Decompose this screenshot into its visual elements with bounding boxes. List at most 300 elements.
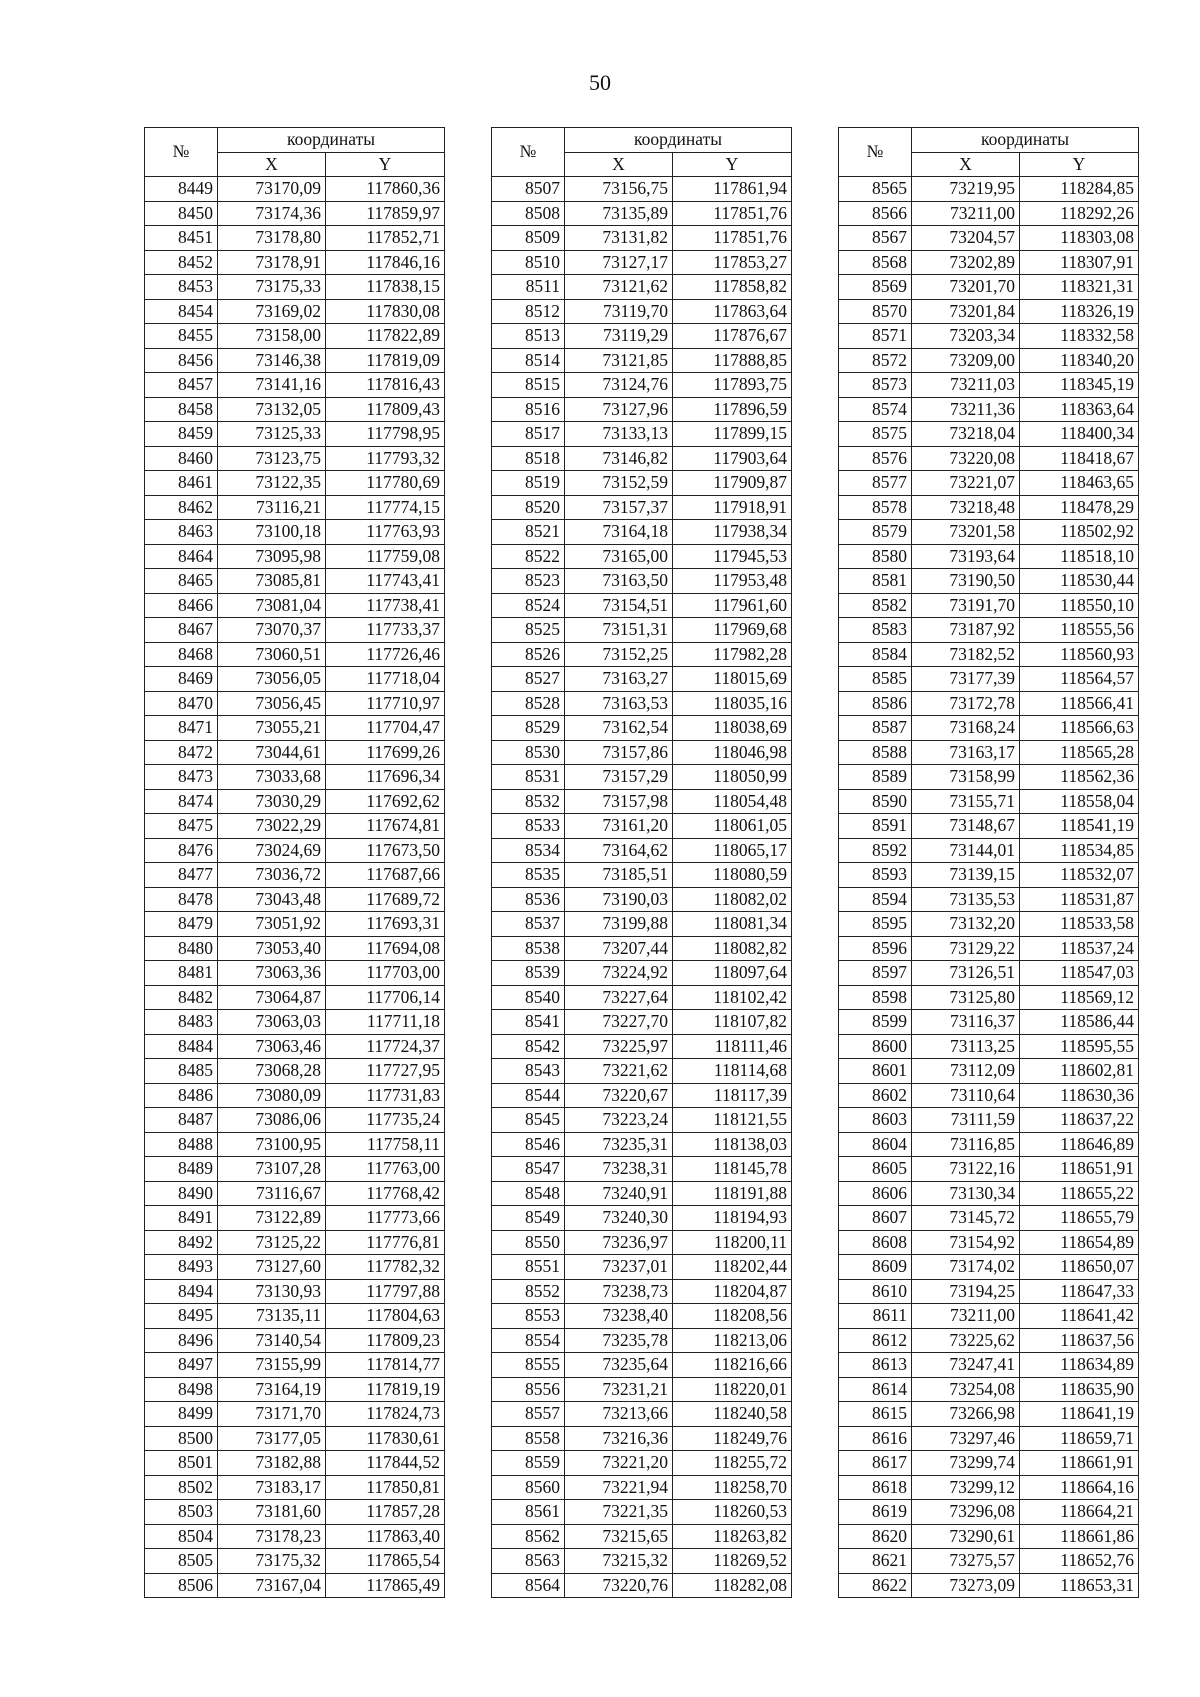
- table-row: [492, 1010, 792, 1035]
- table-row: [839, 250, 1139, 275]
- x-coordinate-cell: 73154,92: [912, 1230, 1020, 1255]
- y-coordinate-cell: 118282,08: [673, 1573, 792, 1598]
- table-row: [492, 618, 792, 643]
- table-row: [145, 863, 445, 888]
- y-coordinate-cell: 117846,16: [326, 250, 445, 275]
- point-number-cell: 8501: [145, 1451, 218, 1476]
- table-row: [839, 618, 1139, 643]
- y-coordinate-cell: 118569,12: [1020, 985, 1139, 1010]
- table-row: [145, 1402, 445, 1427]
- point-number-cell: 8610: [839, 1279, 912, 1304]
- point-number-cell: 8553: [492, 1304, 565, 1329]
- table-row: [492, 789, 792, 814]
- point-number-cell: 8573: [839, 373, 912, 398]
- table-row: [492, 691, 792, 716]
- point-number-cell: 8502: [145, 1475, 218, 1500]
- y-coordinate-cell: 118641,19: [1020, 1402, 1139, 1427]
- x-coordinate-cell: 73060,51: [218, 642, 326, 667]
- y-coordinate-cell: 117710,97: [326, 691, 445, 716]
- table-row: [492, 814, 792, 839]
- y-coordinate-cell: 118220,01: [673, 1377, 792, 1402]
- x-coordinate-cell: 73157,98: [565, 789, 673, 814]
- y-coordinate-cell: 118363,64: [1020, 397, 1139, 422]
- table-row: [145, 1573, 445, 1598]
- table-row: [839, 569, 1139, 594]
- y-coordinate-cell: 118664,21: [1020, 1500, 1139, 1525]
- point-number-cell: 8527: [492, 667, 565, 692]
- y-coordinate-cell: 117865,49: [326, 1573, 445, 1598]
- x-coordinate-cell: 73273,09: [912, 1573, 1020, 1598]
- point-number-cell: 8599: [839, 1010, 912, 1035]
- point-number-cell: 8621: [839, 1549, 912, 1574]
- table-row: [145, 1451, 445, 1476]
- x-coordinate-cell: 73157,29: [565, 765, 673, 790]
- table-row: [145, 961, 445, 986]
- point-number-cell: 8520: [492, 495, 565, 520]
- table-row: [839, 642, 1139, 667]
- point-number-cell: 8568: [839, 250, 912, 275]
- point-number-cell: 8550: [492, 1230, 565, 1255]
- x-coordinate-cell: 73221,62: [565, 1059, 673, 1084]
- x-coordinate-cell: 73132,05: [218, 397, 326, 422]
- table-row: [492, 348, 792, 373]
- x-coordinate-cell: 73157,37: [565, 495, 673, 520]
- x-coordinate-cell: 73203,34: [912, 324, 1020, 349]
- x-header: X: [565, 152, 673, 177]
- table-row: [839, 789, 1139, 814]
- y-coordinate-cell: 118208,56: [673, 1304, 792, 1329]
- point-number-cell: 8588: [839, 740, 912, 765]
- y-coordinate-cell: 117727,95: [326, 1059, 445, 1084]
- point-number-cell: 8581: [839, 569, 912, 594]
- point-number-cell: 8499: [145, 1402, 218, 1427]
- table-row: [839, 838, 1139, 863]
- x-coordinate-cell: 73154,51: [565, 593, 673, 618]
- point-number-cell: 8551: [492, 1255, 565, 1280]
- y-coordinate-cell: 118202,44: [673, 1255, 792, 1280]
- table-row: [145, 912, 445, 937]
- x-coordinate-cell: 73225,62: [912, 1328, 1020, 1353]
- point-number-cell: 8490: [145, 1181, 218, 1206]
- table-row: [145, 1279, 445, 1304]
- y-coordinate-cell: 117706,14: [326, 985, 445, 1010]
- point-number-cell: 8507: [492, 177, 565, 202]
- y-coordinate-cell: 118111,46: [673, 1034, 792, 1059]
- point-number-cell: 8569: [839, 275, 912, 300]
- y-coordinate-cell: 118191,88: [673, 1181, 792, 1206]
- y-coordinate-cell: 118534,85: [1020, 838, 1139, 863]
- x-coordinate-cell: 73164,18: [565, 520, 673, 545]
- coordinates-header: координаты: [912, 128, 1139, 153]
- table-row: [492, 1255, 792, 1280]
- table-body: [492, 177, 792, 1598]
- x-coordinate-cell: 73127,17: [565, 250, 673, 275]
- y-coordinate-cell: 118661,91: [1020, 1451, 1139, 1476]
- point-number-cell: 8572: [839, 348, 912, 373]
- x-coordinate-cell: 73190,50: [912, 569, 1020, 594]
- point-number-cell: 8574: [839, 397, 912, 422]
- table-row: [492, 1328, 792, 1353]
- point-number-cell: 8521: [492, 520, 565, 545]
- y-coordinate-cell: 118326,19: [1020, 299, 1139, 324]
- x-coordinate-cell: 73238,31: [565, 1157, 673, 1182]
- table-row: [145, 1255, 445, 1280]
- point-number-cell: 8605: [839, 1157, 912, 1182]
- y-coordinate-cell: 118650,07: [1020, 1255, 1139, 1280]
- point-number-cell: 8496: [145, 1328, 218, 1353]
- point-number-cell: 8469: [145, 667, 218, 692]
- y-coordinate-cell: 117858,82: [673, 275, 792, 300]
- x-coordinate-cell: 73237,01: [565, 1255, 673, 1280]
- point-number-cell: 8541: [492, 1010, 565, 1035]
- y-coordinate-cell: 117822,89: [326, 324, 445, 349]
- x-coordinate-cell: 73221,20: [565, 1451, 673, 1476]
- x-coordinate-cell: 73238,73: [565, 1279, 673, 1304]
- point-number-cell: 8537: [492, 912, 565, 937]
- x-coordinate-cell: 73070,37: [218, 618, 326, 643]
- table-row: [839, 226, 1139, 251]
- table-row: [492, 961, 792, 986]
- table-row: [839, 348, 1139, 373]
- x-coordinate-cell: 73148,67: [912, 814, 1020, 839]
- point-number-cell: 8491: [145, 1206, 218, 1231]
- point-number-cell: 8483: [145, 1010, 218, 1035]
- y-coordinate-cell: 118194,93: [673, 1206, 792, 1231]
- point-number-cell: 8460: [145, 446, 218, 471]
- table-row: [839, 863, 1139, 888]
- x-coordinate-cell: 73130,93: [218, 1279, 326, 1304]
- point-number-cell: 8596: [839, 936, 912, 961]
- y-coordinate-cell: 118652,76: [1020, 1549, 1139, 1574]
- table-row: [839, 1451, 1139, 1476]
- y-coordinate-cell: 118646,89: [1020, 1132, 1139, 1157]
- table-row: [145, 471, 445, 496]
- point-number-cell: 8517: [492, 422, 565, 447]
- y-coordinate-cell: 117782,32: [326, 1255, 445, 1280]
- point-number-cell: 8488: [145, 1132, 218, 1157]
- point-number-cell: 8461: [145, 471, 218, 496]
- y-coordinate-cell: 118637,56: [1020, 1328, 1139, 1353]
- y-coordinate-cell: 117718,04: [326, 667, 445, 692]
- y-coordinate-cell: 118664,16: [1020, 1475, 1139, 1500]
- x-coordinate-cell: 73211,36: [912, 397, 1020, 422]
- point-number-cell: 8600: [839, 1034, 912, 1059]
- x-coordinate-cell: 73081,04: [218, 593, 326, 618]
- x-coordinate-cell: 73235,64: [565, 1353, 673, 1378]
- point-number-cell: 8471: [145, 716, 218, 741]
- table-row: [492, 1353, 792, 1378]
- point-number-cell: 8566: [839, 201, 912, 226]
- table-row: [839, 201, 1139, 226]
- point-number-cell: 8468: [145, 642, 218, 667]
- y-coordinate-cell: 117804,63: [326, 1304, 445, 1329]
- x-coordinate-cell: 73151,31: [565, 618, 673, 643]
- coordinates-header: координаты: [218, 128, 445, 153]
- table-row: [492, 1059, 792, 1084]
- table-row: [492, 250, 792, 275]
- table-row: [492, 299, 792, 324]
- point-number-cell: 8593: [839, 863, 912, 888]
- y-coordinate-cell: 117692,62: [326, 789, 445, 814]
- y-coordinate-cell: 118635,90: [1020, 1377, 1139, 1402]
- y-coordinate-cell: 118054,48: [673, 789, 792, 814]
- point-number-cell: 8525: [492, 618, 565, 643]
- y-coordinate-cell: 118566,41: [1020, 691, 1139, 716]
- y-coordinate-cell: 118558,04: [1020, 789, 1139, 814]
- x-coordinate-cell: 73221,94: [565, 1475, 673, 1500]
- table-row: [145, 1500, 445, 1525]
- point-number-cell: 8575: [839, 422, 912, 447]
- y-coordinate-cell: 118564,57: [1020, 667, 1139, 692]
- point-number-cell: 8578: [839, 495, 912, 520]
- x-coordinate-cell: 73215,65: [565, 1524, 673, 1549]
- y-coordinate-cell: 118284,85: [1020, 177, 1139, 202]
- y-header: Y: [673, 152, 792, 177]
- point-number-cell: 8543: [492, 1059, 565, 1084]
- point-number-cell: 8465: [145, 569, 218, 594]
- table-row: [839, 544, 1139, 569]
- y-coordinate-cell: 118204,87: [673, 1279, 792, 1304]
- y-coordinate-cell: 117851,76: [673, 201, 792, 226]
- point-number-cell: 8492: [145, 1230, 218, 1255]
- x-coordinate-cell: 73125,22: [218, 1230, 326, 1255]
- point-number-cell: 8498: [145, 1377, 218, 1402]
- point-number-cell: 8516: [492, 397, 565, 422]
- x-coordinate-cell: 73110,64: [912, 1083, 1020, 1108]
- y-coordinate-cell: 118240,58: [673, 1402, 792, 1427]
- point-number-cell: 8540: [492, 985, 565, 1010]
- y-coordinate-cell: 118269,52: [673, 1549, 792, 1574]
- point-number-cell: 8571: [839, 324, 912, 349]
- y-coordinate-cell: 118518,10: [1020, 544, 1139, 569]
- x-coordinate-cell: 73175,32: [218, 1549, 326, 1574]
- x-coordinate-cell: 73247,41: [912, 1353, 1020, 1378]
- x-header: X: [912, 152, 1020, 177]
- x-coordinate-cell: 73169,02: [218, 299, 326, 324]
- x-coordinate-cell: 73068,28: [218, 1059, 326, 1084]
- point-number-cell: 8497: [145, 1353, 218, 1378]
- table-row: [492, 863, 792, 888]
- table-row: [492, 569, 792, 594]
- table-row: [839, 1353, 1139, 1378]
- x-coordinate-cell: 73146,82: [565, 446, 673, 471]
- x-coordinate-cell: 73156,75: [565, 177, 673, 202]
- x-coordinate-cell: 73121,85: [565, 348, 673, 373]
- y-coordinate-cell: 118595,55: [1020, 1034, 1139, 1059]
- point-number-cell: 8480: [145, 936, 218, 961]
- x-coordinate-cell: 73219,95: [912, 177, 1020, 202]
- point-number-cell: 8556: [492, 1377, 565, 1402]
- table-row: [492, 446, 792, 471]
- x-coordinate-cell: 73175,33: [218, 275, 326, 300]
- y-coordinate-cell: 117809,43: [326, 397, 445, 422]
- point-number-cell: 8473: [145, 765, 218, 790]
- y-coordinate-cell: 117687,66: [326, 863, 445, 888]
- x-coordinate-cell: 73216,36: [565, 1426, 673, 1451]
- x-coordinate-cell: 73220,76: [565, 1573, 673, 1598]
- table-row: [145, 299, 445, 324]
- point-number-cell: 8546: [492, 1132, 565, 1157]
- point-number-cell: 8579: [839, 520, 912, 545]
- point-number-cell: 8616: [839, 1426, 912, 1451]
- y-coordinate-cell: 117703,00: [326, 961, 445, 986]
- table-row: [145, 838, 445, 863]
- y-coordinate-cell: 118082,82: [673, 936, 792, 961]
- table-row: [839, 667, 1139, 692]
- table-row: [145, 691, 445, 716]
- table-row: [839, 1132, 1139, 1157]
- y-coordinate-cell: 117824,73: [326, 1402, 445, 1427]
- table-row: [145, 177, 445, 202]
- x-coordinate-cell: 73124,76: [565, 373, 673, 398]
- y-coordinate-cell: 118418,67: [1020, 446, 1139, 471]
- x-coordinate-cell: 73227,70: [565, 1010, 673, 1035]
- y-coordinate-cell: 118303,08: [1020, 226, 1139, 251]
- table-row: [492, 1426, 792, 1451]
- point-number-cell: 8506: [145, 1573, 218, 1598]
- point-number-cell: 8504: [145, 1524, 218, 1549]
- point-number-cell: 8495: [145, 1304, 218, 1329]
- y-coordinate-cell: 117830,61: [326, 1426, 445, 1451]
- point-number-cell: 8577: [839, 471, 912, 496]
- x-coordinate-cell: 73135,53: [912, 887, 1020, 912]
- x-coordinate-cell: 73116,21: [218, 495, 326, 520]
- x-coordinate-cell: 73132,20: [912, 912, 1020, 937]
- x-coordinate-cell: 73201,84: [912, 299, 1020, 324]
- point-number-cell: 8561: [492, 1500, 565, 1525]
- y-coordinate-cell: 117857,28: [326, 1500, 445, 1525]
- x-coordinate-cell: 73215,32: [565, 1549, 673, 1574]
- point-number-cell: 8462: [145, 495, 218, 520]
- point-number-cell: 8613: [839, 1353, 912, 1378]
- x-coordinate-cell: 73033,68: [218, 765, 326, 790]
- table-row: [839, 1181, 1139, 1206]
- y-coordinate-cell: 117909,87: [673, 471, 792, 496]
- x-coordinate-cell: 73030,29: [218, 789, 326, 814]
- table-row: [145, 1549, 445, 1574]
- x-coordinate-cell: 73113,25: [912, 1034, 1020, 1059]
- table-row: [492, 740, 792, 765]
- x-coordinate-cell: 73190,03: [565, 887, 673, 912]
- point-number-cell: 8456: [145, 348, 218, 373]
- x-coordinate-cell: 73022,29: [218, 814, 326, 839]
- table-row: [492, 765, 792, 790]
- x-coordinate-cell: 73051,92: [218, 912, 326, 937]
- y-coordinate-cell: 117763,93: [326, 520, 445, 545]
- y-coordinate-cell: 118562,36: [1020, 765, 1139, 790]
- point-number-cell: 8503: [145, 1500, 218, 1525]
- x-coordinate-cell: 73131,82: [565, 226, 673, 251]
- table-row: [492, 1500, 792, 1525]
- y-coordinate-cell: 118216,66: [673, 1353, 792, 1378]
- point-number-cell: 8505: [145, 1549, 218, 1574]
- table-row: [492, 1402, 792, 1427]
- y-coordinate-cell: 118340,20: [1020, 348, 1139, 373]
- coordinates-table: [838, 127, 1139, 1598]
- point-number-cell: 8563: [492, 1549, 565, 1574]
- x-coordinate-cell: 73123,75: [218, 446, 326, 471]
- y-coordinate-cell: 118050,99: [673, 765, 792, 790]
- table-row: [145, 740, 445, 765]
- table-row: [145, 495, 445, 520]
- table-body: [839, 177, 1139, 1598]
- x-coordinate-cell: 73209,00: [912, 348, 1020, 373]
- table-row: [839, 373, 1139, 398]
- table-row: [839, 985, 1139, 1010]
- table-row: [839, 1549, 1139, 1574]
- point-number-cell: 8585: [839, 667, 912, 692]
- x-coordinate-cell: 73254,08: [912, 1377, 1020, 1402]
- point-number-cell: 8618: [839, 1475, 912, 1500]
- point-number-cell: 8595: [839, 912, 912, 937]
- y-coordinate-cell: 118655,22: [1020, 1181, 1139, 1206]
- number-header: №: [145, 128, 218, 177]
- table-row: [145, 397, 445, 422]
- point-number-cell: 8622: [839, 1573, 912, 1598]
- y-coordinate-cell: 117816,43: [326, 373, 445, 398]
- point-number-cell: 8562: [492, 1524, 565, 1549]
- x-coordinate-cell: 73129,22: [912, 936, 1020, 961]
- table-row: [839, 1206, 1139, 1231]
- x-coordinate-cell: 73024,69: [218, 838, 326, 863]
- table-row: [145, 765, 445, 790]
- x-coordinate-cell: 73218,04: [912, 422, 1020, 447]
- table-row: [145, 422, 445, 447]
- y-header: Y: [326, 152, 445, 177]
- y-coordinate-cell: 117982,28: [673, 642, 792, 667]
- x-coordinate-cell: 73139,15: [912, 863, 1020, 888]
- table-row: [145, 569, 445, 594]
- y-coordinate-cell: 117945,53: [673, 544, 792, 569]
- y-coordinate-cell: 117726,46: [326, 642, 445, 667]
- table-row: [492, 912, 792, 937]
- y-coordinate-cell: 117961,60: [673, 593, 792, 618]
- table-row: [145, 593, 445, 618]
- table-row: [839, 471, 1139, 496]
- y-coordinate-cell: 117844,52: [326, 1451, 445, 1476]
- table-row: [145, 1059, 445, 1084]
- table-row: [492, 397, 792, 422]
- point-number-cell: 8534: [492, 838, 565, 863]
- table-row: [492, 887, 792, 912]
- table-row: [839, 936, 1139, 961]
- x-coordinate-cell: 73223,24: [565, 1108, 673, 1133]
- table-row: [492, 471, 792, 496]
- point-number-cell: 8557: [492, 1402, 565, 1427]
- point-number-cell: 8475: [145, 814, 218, 839]
- y-coordinate-cell: 117738,41: [326, 593, 445, 618]
- point-number-cell: 8615: [839, 1402, 912, 1427]
- table-row: [839, 1377, 1139, 1402]
- x-coordinate-cell: 73163,50: [565, 569, 673, 594]
- x-coordinate-cell: 73063,36: [218, 961, 326, 986]
- x-coordinate-cell: 73221,35: [565, 1500, 673, 1525]
- point-number-cell: 8558: [492, 1426, 565, 1451]
- point-number-cell: 8597: [839, 961, 912, 986]
- y-coordinate-cell: 118046,98: [673, 740, 792, 765]
- y-coordinate-cell: 118602,81: [1020, 1059, 1139, 1084]
- x-coordinate-cell: 73168,24: [912, 716, 1020, 741]
- point-number-cell: 8459: [145, 422, 218, 447]
- x-coordinate-cell: 73146,38: [218, 348, 326, 373]
- x-coordinate-cell: 73126,51: [912, 961, 1020, 986]
- point-number-cell: 8532: [492, 789, 565, 814]
- x-coordinate-cell: 73178,80: [218, 226, 326, 251]
- y-coordinate-cell: 117696,34: [326, 765, 445, 790]
- x-coordinate-cell: 73116,67: [218, 1181, 326, 1206]
- x-coordinate-cell: 73135,89: [565, 201, 673, 226]
- table-row: [145, 1010, 445, 1035]
